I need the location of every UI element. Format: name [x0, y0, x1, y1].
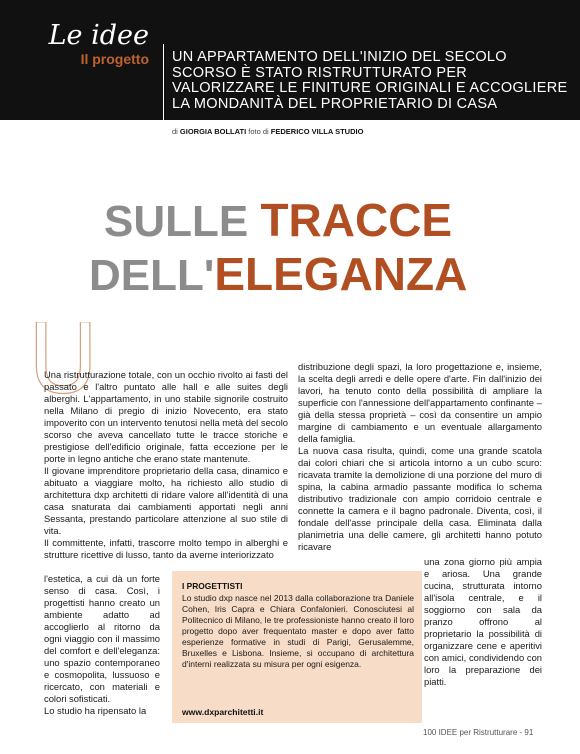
- dropcap-letter: U: [28, 322, 99, 394]
- paragraph: Il giovane imprenditore proprietario della casa, dinamico e abituato a viaggiare molto, ha richiesto allo studio di architettura dxp architetti di ridare valore all'identità di una casa snaturata dai cambiamenti apportati negli anni Sessanta, prestando particolare attenzione al suo stile di vita.: [44, 465, 288, 536]
- credits-middle: foto di: [246, 127, 271, 136]
- paragraph: Lo studio ha ripensato la: [44, 705, 147, 716]
- header-divider: [163, 44, 164, 120]
- headline-grey-2: DELL': [89, 251, 215, 300]
- headline-rust-1: TRACCE: [260, 194, 453, 246]
- brand-script: Le idee: [48, 20, 149, 51]
- sidebar-box: [172, 571, 422, 723]
- sidebar-title: I PROGETTISTI: [182, 581, 243, 591]
- author: GIORGIA BOLLATI: [179, 127, 247, 136]
- paragraph: una zona giorno più ampia e ariosa. Una grande cucina, strutturata intorno all'isola centrale, e il soggiorno con sala da pranzo offrono al proprietario la possibilità di organizzare cene e aperitivi con amici, condividendo con loro la preparazione dei piatti.: [424, 556, 542, 687]
- credits-prefix: di: [172, 127, 180, 136]
- body-column-2: [298, 361, 542, 553]
- paragraph: Il committente, infatti, trascorre molto tempo in alberghi e strutture ricettive di lusso, tanto da averne interiorizzato: [44, 537, 288, 560]
- headline-rust-2: ELEGANZA: [214, 248, 468, 300]
- paragraph: distribuzione degli spazi, la loro progettazione e, insieme, la scelta degli arredi e delle opere d'arte. Fin dall'inizio dei lavori, ha tenuto conto della possibilità di ampliare la superficie con l'annessione dell'appartamento confinante – già della stessa proprietà – così da consentire un ampio margine di cambiamento e un eventuale allargamento della famiglia.: [298, 361, 542, 444]
- section-brand: [0, 22, 155, 67]
- paragraph: Una ristrutturazione totale, con un occhio rivolto ai fasti del passato e l'altro puntato alle hall e alle suites degli alberghi. L'appartamento, in uno stabile signorile costruito nella Milano di pregio di inizio Novecento, era stato impoverito con un intervento tenutosi nella metà del secolo scorso che aveva cancellato tutte le tracce storiche e prestigiose dell'edificio originale, fatta eccezione per le porte in legno antiche che erano state mantenute.: [44, 369, 288, 464]
- headline-line-1: [104, 194, 580, 254]
- headline-grey-1: SULLE: [104, 197, 261, 246]
- sidebar-text: Lo studio dxp nasce nel 2013 dalla collaborazione tra Daniele Cohen, Iris Capra e Chiara Confalonieri. Conosciutesi al Politecnico di Milano, le tre professioniste hanno creato il loro progetto dopo aver frequentato master e dopo aver fatto esperienze formative in studi di Parigi, Gerusalemme, Bruxelles e Lisbona. Insieme, si occupano di architettura d'interni realizzata su misura per ogni esigenza.: [182, 593, 414, 669]
- photographer: FEDERICO VILLA STUDIO: [270, 127, 364, 136]
- body-column-1-narrow: [44, 573, 160, 717]
- paragraph: La nuova casa risulta, quindi, come una grande scatola dai colori chiari che si articola intorno a un cubo scuro: ricavata tramite la demolizione di una porzione del muro di spina, la cabina armadio passante modifica lo schema distributivo tradizionale con ampio corridoio centrale e connette la camera e il bagno padronale. Diventa, così, il fondale dell'asse principale della casa. Eliminata dalla planimetria una delle camere, gli architetti hanno potuto ricavare: [298, 445, 542, 552]
- credits: [172, 127, 363, 136]
- body-column-2-narrow: [424, 556, 542, 688]
- paragraph: l'estetica, a cui dà un forte senso di casa. Così, i progettisti hanno creato un ambiente adatto ad accoglierlo al ritorno da ogni viaggio con il massimo del comfort e dell'eleganza: uno spazio contemporaneo e cosmopolita, lussuoso e ricercato, con materiali e colori sofisticati.: [44, 573, 160, 704]
- body-column-1: [44, 369, 288, 561]
- section-label: Il progetto: [80, 51, 149, 67]
- website-link[interactable]: www.dxparchitetti.it: [182, 707, 264, 717]
- lede: UN APPARTAMENTO DELL'INIZIO DEL SECOLO SCORSO È STATO RISTRUTTURATO PER VALORIZZARE LE FINITURE ORIGINALI E ACCOGLIERE LA MONDANITÀ DEL PROPRIETARIO DI CASA: [172, 49, 568, 112]
- header-band: [0, 0, 580, 120]
- headline-line-2: [89, 248, 580, 308]
- page-folio: 100 IDEE per Ristrutturare - 91: [423, 728, 534, 737]
